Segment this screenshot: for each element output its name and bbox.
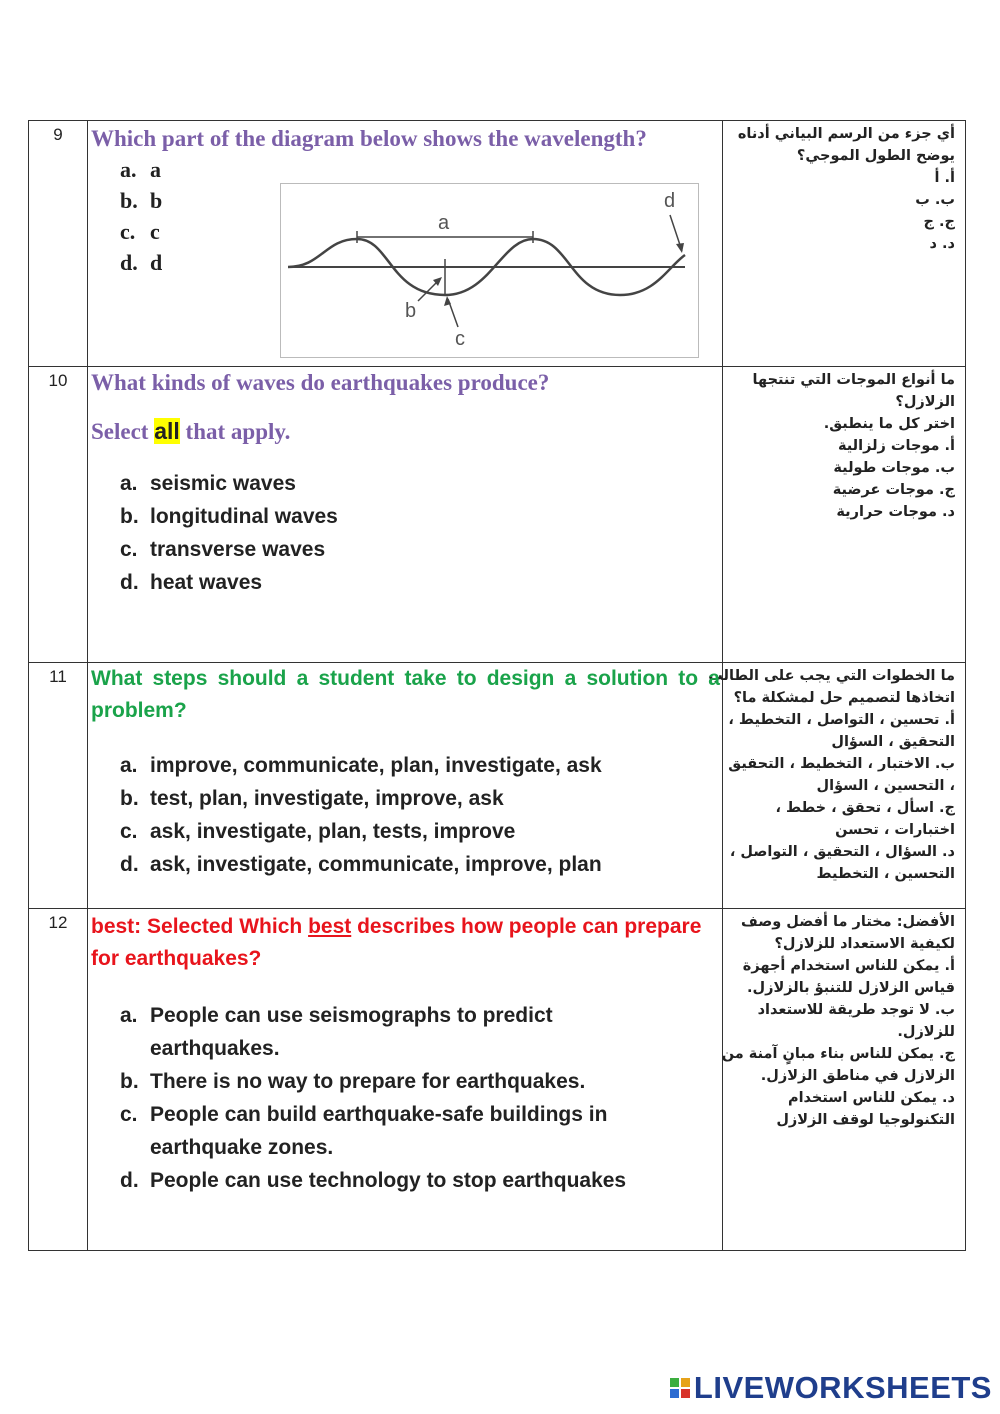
question-text: Which part of the diagram below shows the wavelength? <box>91 126 647 151</box>
option-d[interactable]: d. d <box>120 250 163 275</box>
option-b[interactable]: b. b <box>120 188 163 213</box>
option-c[interactable]: c. People can build earthquake-safe buildings in earthquake zones. <box>120 1103 608 1159</box>
option-c[interactable]: c. ask, investigate, plan, tests, improve <box>120 820 516 843</box>
question-text: What kinds of waves do earthquakes produce? <box>91 370 550 395</box>
arabic-translation: ما الخطوات التي يجب على الطالب اتخاذها لتصميم حل لمشكلة ما؟ أ. تحسين ، التواصل ، التخطيط ، التحقيق ، السؤال ب. الاختبار ، التخطيط ، التحقيق ، التحسين ، السؤال ج. اسأل ، تحقق ، خطط ، اختبارات ، تحسن د. السؤال ، التحقيق ، التواصل ، التحسين ، التخطيط <box>723 663 966 909</box>
question-text: What steps should a student take to design a solution to a problem? <box>91 667 720 722</box>
option-d[interactable]: d. ask, investigate, communicate, improve, plan <box>120 853 602 876</box>
question-row-12 <box>29 909 966 1251</box>
wave-diagram <box>280 183 700 359</box>
worksheet-table <box>28 120 966 1251</box>
option-b[interactable]: b. test, plan, investigate, improve, ask <box>120 787 504 810</box>
option-b[interactable]: b. longitudinal waves <box>120 505 338 528</box>
question-row-11 <box>29 663 966 909</box>
options-list <box>88 447 722 599</box>
emphasis-best: best <box>308 915 352 938</box>
question-row-10 <box>29 367 966 663</box>
option-a[interactable]: a. improve, communicate, plan, investigate, ask <box>120 754 602 777</box>
option-d[interactable]: d. People can use technology to stop earthquakes <box>120 1169 627 1192</box>
logo-icon <box>670 1378 690 1398</box>
option-a[interactable]: a. People can use seismographs to predict earthquakes. <box>120 1004 553 1060</box>
question-number: 11 <box>29 663 88 909</box>
highlight-all: all <box>154 418 180 444</box>
arabic-translation: ما أنواع الموجات التي تنتجها الزلازل؟ اختر كل ما ينطبق. أ. موجات زلزالية ب. موجات طولية ج. موجات عرضية د. موجات حرارية <box>723 367 966 663</box>
liveworksheets-logo[interactable] <box>670 1370 992 1406</box>
label-b: b <box>405 300 417 322</box>
option-d[interactable]: d. heat waves <box>120 571 263 594</box>
options-list <box>88 975 722 1197</box>
option-b[interactable]: b. There is no way to prepare for earthquakes. <box>120 1070 586 1093</box>
label-a: a <box>438 212 450 234</box>
question-instruction: Select all that apply. <box>91 418 291 444</box>
question-cell <box>88 367 723 663</box>
question-number: 12 <box>29 909 88 1251</box>
option-c[interactable]: c. transverse waves <box>120 538 326 561</box>
question-text: best: Selected Which best describes how people can prepare for earthquakes? <box>91 915 702 970</box>
option-a[interactable]: a. seismic waves <box>120 472 296 495</box>
question-number: 9 <box>29 121 88 367</box>
question-cell <box>88 663 723 909</box>
question-row-9 <box>29 121 966 367</box>
options-list <box>88 727 722 881</box>
label-d: d <box>664 190 676 212</box>
logo-text: LIVEWORKSHEETS <box>693 1370 992 1405</box>
arabic-translation: أي جزء من الرسم البياني أدناه يوضح الطول الموجي؟ أ. أ ب. ب ج. ج د. د <box>723 121 966 367</box>
option-c[interactable]: c. c <box>120 219 160 244</box>
question-number: 10 <box>29 367 88 663</box>
option-a[interactable]: a. a <box>120 157 161 182</box>
question-cell <box>88 121 723 367</box>
question-cell <box>88 909 723 1251</box>
label-c: c <box>455 328 465 350</box>
arabic-translation: الأفضل: مختار ما أفضل وصف لكيفية الاستعداد للزلازل؟ أ. يمكن للناس استخدام أجهزة قياس الزلازل للتنبؤ بالزلازل. ب. لا توجد طريقة للاستعداد للزلازل. ج. يمكن للناس بناء مبانٍ آمنة من الزلازل في مناطق الزلازل. د. يمكن للناس استخدام التكنولوجيا لوقف الزلازل <box>723 909 966 1251</box>
